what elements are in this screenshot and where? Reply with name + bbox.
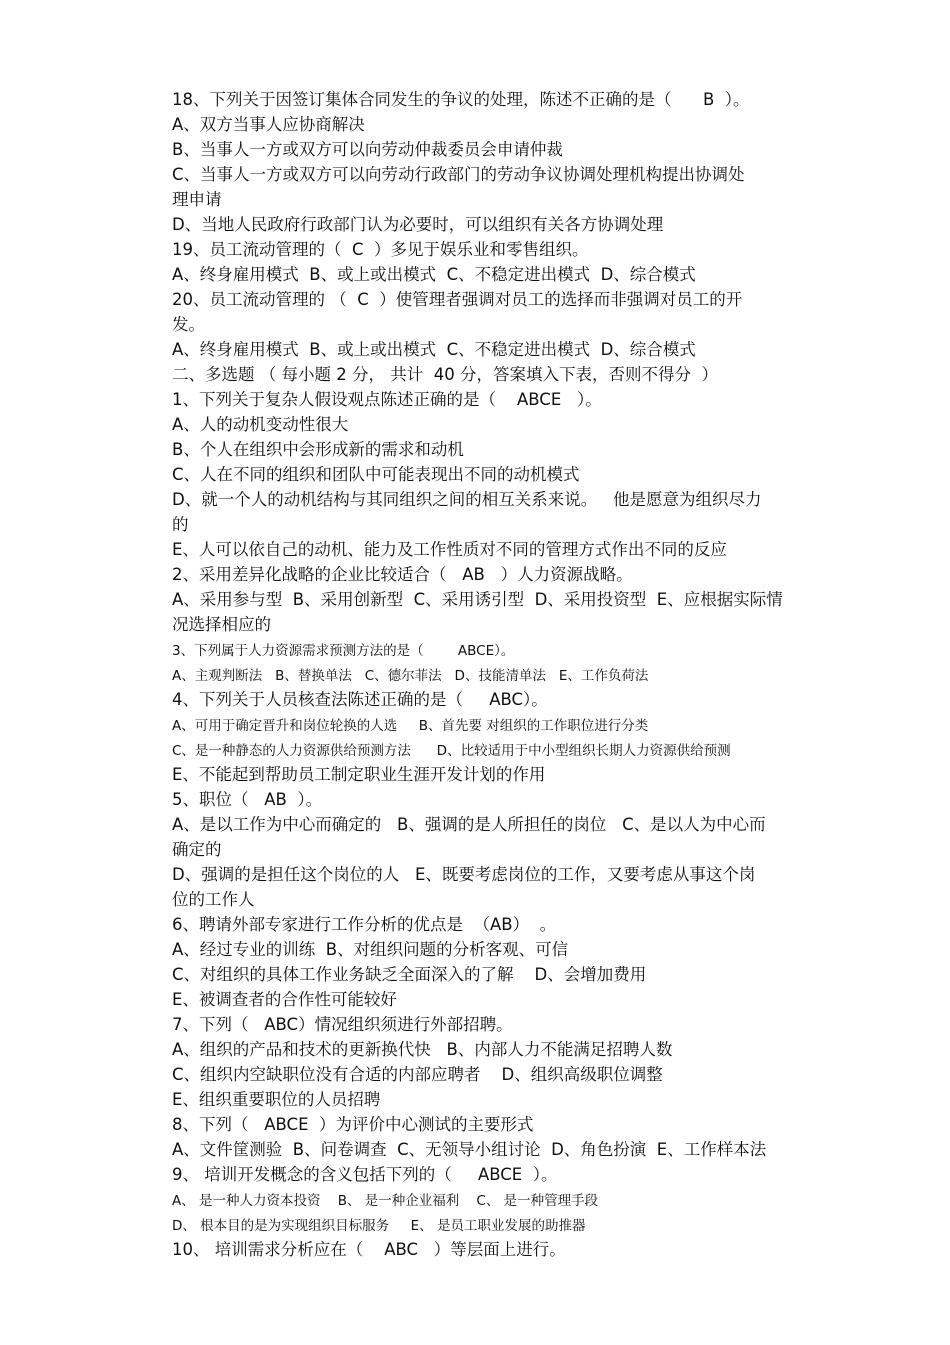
option-line: A、可用于确定晋升和岗位轮换的人选 B、首先要 对组织的工作职位进行分类 [172, 718, 649, 734]
option-line: A、文件筐测验 B、问卷调查 C、无领导小组讨论 D、角色扮演 E、工作样本法 [172, 1140, 767, 1159]
option-line: C、人在不同的组织和团队中可能表现出不同的动机模式 [172, 465, 580, 484]
option-line: E、人可以依自己的动机、能力及工作性质对不同的管理方式作出不同的反应 [172, 540, 727, 559]
question-10-stem: 10、 培训需求分析应在（ ABC ）等层面上进行。 [172, 1240, 566, 1259]
option-line: C、是一种静态的人力资源供给预测方法 D、比较适用于中小型组织长期人力资源供给预测 [172, 743, 731, 759]
option-line: D、强调的是担任这个岗位的人 E、既要考虑岗位的工作，又要考虑从事这个岗 [172, 865, 756, 884]
option-line-continued: 的 [172, 515, 189, 534]
question-18-stem: 18、下列关于因签订集体合同发生的争议的处理，陈述不正确的是（ B ）。 [172, 90, 750, 109]
option-line: B、个人在组织中会形成新的需求和动机 [172, 440, 464, 459]
option-line: C、对组织的具体工作业务缺乏全面深入的了解 D、会增加费用 [172, 965, 647, 984]
question-1-stem: 1、下列关于复杂人假设观点陈述正确的是（ ABCE ）。 [172, 390, 602, 409]
option-line: A、主观判断法 B、替换单法 C、德尔菲法 D、技能清单法 E、工作负荷法 [172, 668, 649, 684]
question-19-stem: 19、员工流动管理的（ C ）多见于娱乐业和零售组织。 [172, 240, 589, 259]
option-line: A、双方当事人应协商解决 [172, 115, 365, 134]
option-line: D、就一个人的动机结构与其同组织之间的相互关系来说。 他是愿意为组织尽力 [172, 490, 762, 509]
option-line: E、被调查者的合作性可能较好 [172, 990, 397, 1009]
option-line: A、人的动机变动性很大 [172, 415, 349, 434]
option-line-continued: 确定的 [172, 840, 222, 859]
question-6-stem: 6、聘请外部专家进行工作分析的优点是 （AB） 。 [172, 915, 557, 934]
option-line: C、当事人一方或双方可以向劳动行政部门的劳动争议协调处理机构提出协调处 [172, 165, 745, 184]
option-line: E、不能起到帮助员工制定职业生涯开发计划的作用 [172, 765, 546, 784]
option-line: A、是以工作为中心而确定的 B、强调的是人所担任的岗位 C、是以人为中心而 [172, 815, 766, 834]
option-line: A、 是一种人力资本投资 B、 是一种企业福利 C、 是一种管理手段 [172, 1193, 599, 1209]
option-line: C、组织内空缺职位没有合适的内部应聘者 D、组织高级职位调整 [172, 1065, 663, 1084]
question-8-stem: 8、下列（ ABCE ）为评价中心测试的主要形式 [172, 1115, 534, 1134]
option-line: A、采用参与型 B、采用创新型 C、采用诱引型 D、采用投资型 E、应根据实际情 [172, 590, 783, 609]
question-7-stem: 7、下列（ ABC）情况组织须进行外部招聘。 [172, 1015, 513, 1034]
question-20-stem-continued: 发。 [172, 315, 205, 334]
question-2-stem: 2、采用差异化战略的企业比较适合（ AB ）人力资源战略。 [172, 565, 633, 584]
question-4-stem: 4、下列关于人员核查法陈述正确的是（ ABC）。 [172, 690, 548, 709]
option-line: B、当事人一方或双方可以向劳动仲裁委员会申请仲裁 [172, 140, 563, 159]
question-9-stem: 9、 培训开发概念的含义包括下列的（ ABCE ）。 [172, 1165, 558, 1184]
section-heading-multiple-choice: 二、多选题 （ 每小题 2 分， 共计 40 分，答案填入下表，否则不得分 ） [172, 365, 718, 384]
option-line-continued: 况选择相应的 [172, 615, 271, 634]
option-line: D、当地人民政府行政部门认为必要时，可以组织有关各方协调处理 [172, 215, 664, 234]
question-3-stem: 3、下列属于人力资源需求预测方法的是（ ABCE）。 [172, 643, 515, 659]
question-5-stem: 5、职位（ AB ）。 [172, 790, 323, 809]
option-line-continued: 位的工作人 [172, 890, 255, 909]
option-line: A、经过专业的训练 B、对组织问题的分析客观、可信 [172, 940, 569, 959]
option-line: A、终身雇用模式 B、或上或出模式 C、不稳定进出模式 D、综合模式 [172, 340, 696, 359]
option-line: E、组织重要职位的人员招聘 [172, 1090, 381, 1109]
option-line: A、组织的产品和技术的更新换代快 B、内部人力不能满足招聘人数 [172, 1040, 673, 1059]
option-line: A、终身雇用模式 B、或上或出模式 C、不稳定进出模式 D、综合模式 [172, 265, 696, 284]
option-line: D、 根本目的是为实现组织目标服务 E、 是员工职业发展的助推器 [172, 1218, 586, 1234]
option-line-continued: 理申请 [172, 190, 222, 209]
question-20-stem: 20、员工流动管理的 （ C ）使管理者强调对员工的选择而非强调对员工的开 [172, 290, 743, 309]
